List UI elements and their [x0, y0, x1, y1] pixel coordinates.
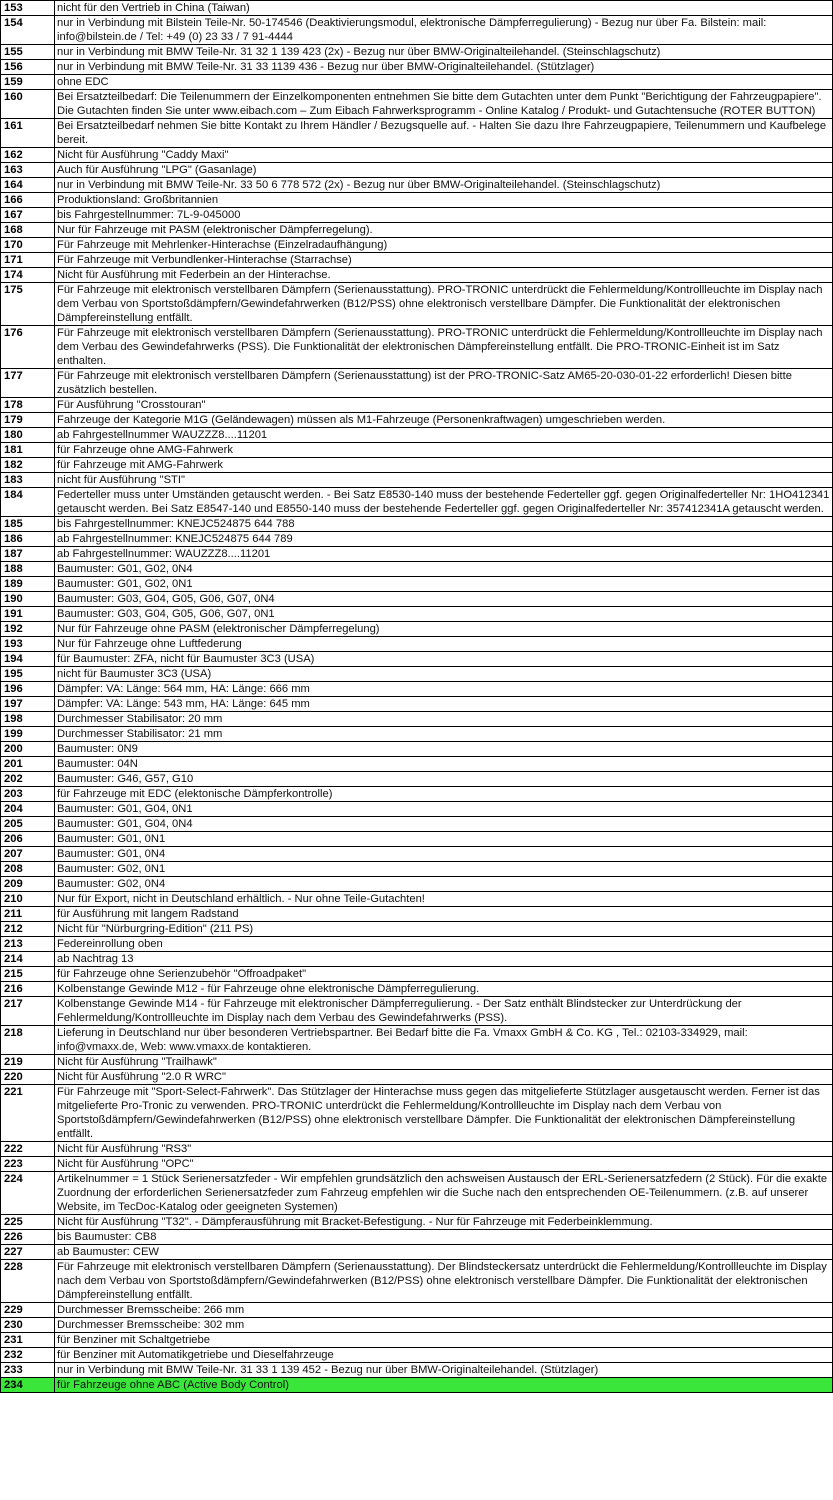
- row-text-cell[interactable]: für Ausführung mit langem Radstand: [55, 907, 833, 922]
- table-row[interactable]: [1, 877, 833, 892]
- row-number-cell[interactable]: 160: [1, 90, 55, 119]
- row-number-cell[interactable]: 226: [1, 1230, 55, 1245]
- table-row[interactable]: [1, 562, 833, 577]
- row-text-cell[interactable]: Nicht für Ausführung "OPC": [55, 1157, 833, 1172]
- row-number-cell[interactable]: 159: [1, 75, 55, 90]
- table-row[interactable]: [1, 119, 833, 148]
- row-number-cell[interactable]: 206: [1, 832, 55, 847]
- table-row[interactable]: [1, 148, 833, 163]
- row-text-cell[interactable]: bis Fahrgestellnummer: KNEJC524875 644 788: [55, 517, 833, 532]
- row-number-cell[interactable]: 234: [1, 1378, 55, 1393]
- row-number-cell[interactable]: 188: [1, 562, 55, 577]
- row-number-cell[interactable]: 187: [1, 547, 55, 562]
- row-number-cell[interactable]: 223: [1, 1157, 55, 1172]
- row-number-cell[interactable]: 219: [1, 1055, 55, 1070]
- row-number-cell[interactable]: 174: [1, 268, 55, 283]
- table-row[interactable]: [1, 458, 833, 473]
- row-number-cell[interactable]: 199: [1, 727, 55, 742]
- row-number-cell[interactable]: 230: [1, 1318, 55, 1333]
- table-row[interactable]: [1, 1333, 833, 1348]
- table-row[interactable]: [1, 223, 833, 238]
- row-number-cell[interactable]: 201: [1, 757, 55, 772]
- table-row[interactable]: [1, 937, 833, 952]
- table-row[interactable]: [1, 1026, 833, 1055]
- table-row[interactable]: [1, 832, 833, 847]
- row-number-cell[interactable]: 162: [1, 148, 55, 163]
- row-number-cell[interactable]: 198: [1, 712, 55, 727]
- row-text-cell[interactable]: für Baumuster: ZFA, nicht für Baumuster 3C3 (USA): [55, 652, 833, 667]
- row-text-cell[interactable]: nicht für Ausführung "STI": [55, 473, 833, 488]
- row-text-cell[interactable]: Fahrzeuge der Kategorie M1G (Geländewagen) müssen als M1-Fahrzeuge (Personenkraftwagen) umgeschrieben werden.: [55, 413, 833, 428]
- table-row[interactable]: [1, 772, 833, 787]
- row-text-cell[interactable]: Federteller muss unter Umständen getauscht werden. - Bei Satz E8530-140 muss der bestehende Federteller ggf. gegen Originalfederteller Nr: 1HO412341 getauscht werden. Bei Satz E8547-140 und E8550-140 muss der bestehende Federteller ggf. gegen Originalfederteller Nr: 357412341A getauscht werden.: [55, 488, 833, 517]
- row-text-cell[interactable]: Baumuster: G03, G04, G05, G06, G07, 0N1: [55, 607, 833, 622]
- table-row[interactable]: [1, 326, 833, 369]
- table-row[interactable]: [1, 1318, 833, 1333]
- row-text-cell[interactable]: für Benziner mit Automatikgetriebe und Dieselfahrzeuge: [55, 1348, 833, 1363]
- table-row[interactable]: [1, 577, 833, 592]
- table-row[interactable]: [1, 413, 833, 428]
- row-text-cell[interactable]: Federeinrollung oben: [55, 937, 833, 952]
- table-row[interactable]: [1, 727, 833, 742]
- row-text-cell[interactable]: Durchmesser Stabilisator: 20 mm: [55, 712, 833, 727]
- row-number-cell[interactable]: 228: [1, 1260, 55, 1303]
- table-row[interactable]: [1, 667, 833, 682]
- table-row[interactable]: [1, 607, 833, 622]
- row-text-cell[interactable]: für Fahrzeuge ohne Serienzubehör "Offroadpaket": [55, 967, 833, 982]
- row-text-cell[interactable]: Nicht für Ausführung "T32". - Dämpferausführung mit Bracket-Befestigung. - Nur für Fahrzeuge mit Federbeinklemmung.: [55, 1215, 833, 1230]
- row-text-cell[interactable]: bis Baumuster: CB8: [55, 1230, 833, 1245]
- table-row[interactable]: [1, 847, 833, 862]
- row-text-cell[interactable]: ab Nachtrag 13: [55, 952, 833, 967]
- table-row[interactable]: [1, 742, 833, 757]
- row-number-cell[interactable]: 232: [1, 1348, 55, 1363]
- table-row[interactable]: [1, 1230, 833, 1245]
- row-text-cell[interactable]: Baumuster: G01, 0N4: [55, 847, 833, 862]
- table-row[interactable]: [1, 283, 833, 326]
- table-row[interactable]: [1, 1215, 833, 1230]
- table-row[interactable]: [1, 637, 833, 652]
- row-number-cell[interactable]: 204: [1, 802, 55, 817]
- table-row[interactable]: [1, 208, 833, 223]
- row-text-cell[interactable]: Nur für Export, nicht in Deutschland erhältlich. - Nur ohne Teile-Gutachten!: [55, 892, 833, 907]
- row-number-cell[interactable]: 211: [1, 907, 55, 922]
- row-text-cell[interactable]: Nicht für Ausführung "Trailhawk": [55, 1055, 833, 1070]
- row-number-cell[interactable]: 209: [1, 877, 55, 892]
- row-number-cell[interactable]: 179: [1, 413, 55, 428]
- row-text-cell[interactable]: Baumuster: G01, G02, 0N1: [55, 577, 833, 592]
- table-row[interactable]: [1, 178, 833, 193]
- row-text-cell[interactable]: Nur für Fahrzeuge ohne Luftfederung: [55, 637, 833, 652]
- row-number-cell[interactable]: 154: [1, 16, 55, 45]
- row-number-cell[interactable]: 183: [1, 473, 55, 488]
- table-row[interactable]: [1, 1363, 833, 1378]
- row-text-cell[interactable]: ab Fahrgestellnummer WAUZZZ8....11201: [55, 428, 833, 443]
- row-number-cell[interactable]: 192: [1, 622, 55, 637]
- row-text-cell[interactable]: Baumuster: G01, G04, 0N4: [55, 817, 833, 832]
- row-text-cell[interactable]: Nicht für Ausführung "RS3": [55, 1142, 833, 1157]
- table-row[interactable]: [1, 967, 833, 982]
- row-number-cell[interactable]: 222: [1, 1142, 55, 1157]
- row-number-cell[interactable]: 217: [1, 997, 55, 1026]
- row-number-cell[interactable]: 221: [1, 1085, 55, 1142]
- row-number-cell[interactable]: 231: [1, 1333, 55, 1348]
- row-text-cell[interactable]: Auch für Ausführung "LPG" (Gasanlage): [55, 163, 833, 178]
- row-number-cell[interactable]: 227: [1, 1245, 55, 1260]
- row-text-cell[interactable]: nur in Verbindung mit BMW Teile-Nr. 33 50 6 778 572 (2x) - Bezug nur über BMW-Originalteilehandel. (Steinschlagschutz): [55, 178, 833, 193]
- row-number-cell[interactable]: 190: [1, 592, 55, 607]
- row-text-cell[interactable]: Nur für Fahrzeuge mit PASM (elektronischer Dämpferregelung).: [55, 223, 833, 238]
- row-text-cell[interactable]: Nicht für Ausführung mit Federbein an der Hinterachse.: [55, 268, 833, 283]
- row-number-cell[interactable]: 167: [1, 208, 55, 223]
- table-row[interactable]: [1, 997, 833, 1026]
- notes-table-body: [1, 1, 833, 1393]
- row-text-cell[interactable]: Für Fahrzeuge mit elektronisch verstellbaren Dämpfern (Serienausstattung) ist der PRO-TRONIC-Satz AM65-20-030-01-22 erforderlich! Diesen bitte zusätzlich bestellen.: [55, 369, 833, 398]
- row-number-cell[interactable]: 218: [1, 1026, 55, 1055]
- table-row[interactable]: [1, 922, 833, 937]
- row-number-cell[interactable]: 196: [1, 682, 55, 697]
- row-text-cell[interactable]: Baumuster: G02, 0N4: [55, 877, 833, 892]
- table-row[interactable]: [1, 75, 833, 90]
- table-row[interactable]: [1, 1260, 833, 1303]
- table-row[interactable]: [1, 238, 833, 253]
- table-row[interactable]: [1, 443, 833, 458]
- row-text-cell[interactable]: für Benziner mit Schaltgetriebe: [55, 1333, 833, 1348]
- row-text-cell[interactable]: für Fahrzeuge mit EDC (elektonische Dämpferkontrolle): [55, 787, 833, 802]
- row-number-cell[interactable]: 208: [1, 862, 55, 877]
- row-text-cell[interactable]: Nicht für "Nürburgring-Edition" (211 PS): [55, 922, 833, 937]
- table-row[interactable]: [1, 1348, 833, 1363]
- row-text-cell[interactable]: nur in Verbindung mit BMW Teile-Nr. 31 32 1 139 423 (2x) - Bezug nur über BMW-Originalteilehandel. (Steinschlagschutz): [55, 45, 833, 60]
- row-number-cell[interactable]: 205: [1, 817, 55, 832]
- table-row[interactable]: [1, 697, 833, 712]
- row-text-cell[interactable]: Baumuster: G01, G02, 0N4: [55, 562, 833, 577]
- row-text-cell[interactable]: Dämpfer: VA: Länge: 543 mm, HA: Länge: 645 mm: [55, 697, 833, 712]
- row-text-cell[interactable]: Für Fahrzeuge mit Verbundlenker-Hinterachse (Starrachse): [55, 253, 833, 268]
- row-text-cell[interactable]: Baumuster: 0N9: [55, 742, 833, 757]
- row-text-cell[interactable]: Baumuster: 04N: [55, 757, 833, 772]
- table-row[interactable]: [1, 60, 833, 75]
- row-text-cell[interactable]: Für Fahrzeuge mit "Sport-Select-Fahrwerk". Das Stützlager der Hinterachse muss gegen das mitgelieferte Stützlager ausgetauscht werden. Ferner ist das mitgelieferte Pro-Tronic zu verwenden. PRO-TRONIC unterdrückt die Fehlermeldung/Kontrollleuchte im Display nach dem Verbau von Sportstoßdämpfern/Gewindefahrwerken (B12/PSS) ohne elektronisch verstellbare Dämpfer. Die Funktionalität der elektronischen Dämpfereinstellung entfällt.: [55, 1085, 833, 1142]
- row-number-cell[interactable]: 171: [1, 253, 55, 268]
- row-number-cell[interactable]: 212: [1, 922, 55, 937]
- row-text-cell[interactable]: Baumuster: G46, G57, G10: [55, 772, 833, 787]
- row-number-cell[interactable]: 184: [1, 488, 55, 517]
- row-text-cell[interactable]: für Fahrzeuge ohne AMG-Fahrwerk: [55, 443, 833, 458]
- row-text-cell[interactable]: Für Fahrzeuge mit elektronisch verstellbaren Dämpfern (Serienausstattung). PRO-TRONIC unterdrückt die Fehlermeldung/Kontrollleuchte im Display nach dem Verbau des Gewindefahrwerks (PSS). Die Funktionalität der elektronischen Dämpfereinstellung entfällt. Die PRO-TRONIC-Einheit ist im Satz enthalten.: [55, 326, 833, 369]
- row-number-cell[interactable]: 164: [1, 178, 55, 193]
- table-row[interactable]: [1, 757, 833, 772]
- table-row[interactable]: [1, 592, 833, 607]
- table-row[interactable]: [1, 253, 833, 268]
- row-text-cell[interactable]: ab Fahrgestellnummer: WAUZZZ8....11201: [55, 547, 833, 562]
- row-number-cell[interactable]: 186: [1, 532, 55, 547]
- row-number-cell[interactable]: 225: [1, 1215, 55, 1230]
- row-text-cell[interactable]: Produktionsland: Großbritannien: [55, 193, 833, 208]
- row-number-cell[interactable]: 215: [1, 967, 55, 982]
- table-row[interactable]: [1, 547, 833, 562]
- row-number-cell[interactable]: 161: [1, 119, 55, 148]
- table-row[interactable]: [1, 163, 833, 178]
- row-text-cell[interactable]: Für Fahrzeuge mit Mehrlenker-Hinterachse (Einzelradaufhängung): [55, 238, 833, 253]
- row-number-cell[interactable]: 166: [1, 193, 55, 208]
- table-row[interactable]: [1, 1157, 833, 1172]
- row-number-cell[interactable]: 163: [1, 163, 55, 178]
- row-text-cell[interactable]: Bei Ersatzteilbedarf: Die Teilenummern der Einzelkomponenten entnehmen Sie bitte dem Gutachten unter dem Punkt "Berichtigung der Fahrzeugpapiere". Die Gutachten finden Sie unter www.eibach.com – Zum Eibach Fahrwerksprogramm - Online Katalog / Produkt- und Gutachtensuche (ROTER BUTTON): [55, 90, 833, 119]
- row-number-cell[interactable]: 193: [1, 637, 55, 652]
- table-row[interactable]: [1, 1142, 833, 1157]
- row-text-cell[interactable]: Baumuster: G03, G04, G05, G06, G07, 0N4: [55, 592, 833, 607]
- row-number-cell[interactable]: 229: [1, 1303, 55, 1318]
- row-text-cell[interactable]: Durchmesser Bremsscheibe: 302 mm: [55, 1318, 833, 1333]
- table-row[interactable]: [1, 907, 833, 922]
- row-number-cell[interactable]: 176: [1, 326, 55, 369]
- row-number-cell[interactable]: 203: [1, 787, 55, 802]
- row-number-cell[interactable]: 191: [1, 607, 55, 622]
- table-row[interactable]: [1, 1055, 833, 1070]
- table-row[interactable]: [1, 398, 833, 413]
- row-text-cell[interactable]: nicht für den Vertrieb in China (Taiwan): [55, 1, 833, 16]
- table-row[interactable]: [1, 193, 833, 208]
- row-number-cell[interactable]: 182: [1, 458, 55, 473]
- row-text-cell[interactable]: ab Fahrgestellnummer: KNEJC524875 644 789: [55, 532, 833, 547]
- row-number-cell[interactable]: 233: [1, 1363, 55, 1378]
- row-text-cell[interactable]: nicht für Baumuster 3C3 (USA): [55, 667, 833, 682]
- table-row[interactable]: [1, 488, 833, 517]
- row-number-cell[interactable]: 177: [1, 369, 55, 398]
- table-row[interactable]: [1, 787, 833, 802]
- table-row[interactable]: [1, 712, 833, 727]
- row-number-cell[interactable]: 175: [1, 283, 55, 326]
- table-row[interactable]: [1, 1172, 833, 1215]
- row-text-cell[interactable]: nur in Verbindung mit Bilstein Teile-Nr. 50-174546 (Deaktivierungsmodul, elektronische Dämpferregulierung) - Bezug nur über Fa. Bilstein: mail: info@bilstein.de / Tel: +49 (0) 23 33 / 7 91-4444: [55, 16, 833, 45]
- row-number-cell[interactable]: 178: [1, 398, 55, 413]
- row-number-cell[interactable]: 220: [1, 1070, 55, 1085]
- row-text-cell[interactable]: ohne EDC: [55, 75, 833, 90]
- row-number-cell[interactable]: 214: [1, 952, 55, 967]
- table-row[interactable]: [1, 45, 833, 60]
- table-row[interactable]: [1, 532, 833, 547]
- table-row[interactable]: [1, 817, 833, 832]
- row-number-cell[interactable]: 181: [1, 443, 55, 458]
- row-text-cell[interactable]: nur in Verbindung mit BMW Teile-Nr. 31 33 1 139 452 - Bezug nur über BMW-Originalteilehandel. (Stützlager): [55, 1363, 833, 1378]
- row-text-cell[interactable]: Durchmesser Bremsscheibe: 266 mm: [55, 1303, 833, 1318]
- table-row[interactable]: [1, 90, 833, 119]
- table-row[interactable]: [1, 1378, 833, 1393]
- table-row[interactable]: [1, 682, 833, 697]
- table-row[interactable]: [1, 16, 833, 45]
- table-row[interactable]: [1, 1303, 833, 1318]
- table-row[interactable]: [1, 802, 833, 817]
- table-row[interactable]: [1, 268, 833, 283]
- table-row[interactable]: [1, 1085, 833, 1142]
- row-number-cell[interactable]: 213: [1, 937, 55, 952]
- row-number-cell[interactable]: 210: [1, 892, 55, 907]
- row-number-cell[interactable]: 185: [1, 517, 55, 532]
- row-text-cell[interactable]: Kolbenstange Gewinde M12 - für Fahrzeuge ohne elektronische Dämpferregulierung.: [55, 982, 833, 997]
- row-text-cell[interactable]: Nicht für Ausführung "Caddy Maxi": [55, 148, 833, 163]
- row-number-cell[interactable]: 200: [1, 742, 55, 757]
- row-number-cell[interactable]: 224: [1, 1172, 55, 1215]
- row-text-cell[interactable]: Bei Ersatzteilbedarf nehmen Sie bitte Kontakt zu Ihrem Händler / Bezugsquelle auf. - Halten Sie dazu Ihre Fahrzeugpapiere, Teilenummern und Kaufbelege bereit.: [55, 119, 833, 148]
- table-row[interactable]: [1, 1245, 833, 1260]
- table-row[interactable]: [1, 652, 833, 667]
- row-number-cell[interactable]: 156: [1, 60, 55, 75]
- table-row[interactable]: [1, 862, 833, 877]
- table-row[interactable]: [1, 952, 833, 967]
- table-row[interactable]: [1, 517, 833, 532]
- row-number-cell[interactable]: 197: [1, 697, 55, 712]
- row-number-cell[interactable]: 180: [1, 428, 55, 443]
- row-text-cell[interactable]: Durchmesser Stabilisator: 21 mm: [55, 727, 833, 742]
- table-row[interactable]: [1, 1070, 833, 1085]
- row-text-cell[interactable]: für Fahrzeuge mit AMG-Fahrwerk: [55, 458, 833, 473]
- row-text-cell[interactable]: Kolbenstange Gewinde M14 - für Fahrzeuge mit elektronischer Dämpferregulierung. - Der Satz enthält Blindstecker zur Unterdrückung der Fehlermeldung/Kontrollleuchte im Display nach dem Verbau des Gewindefahrwerks (PSS).: [55, 997, 833, 1026]
- table-row[interactable]: [1, 369, 833, 398]
- row-number-cell[interactable]: 194: [1, 652, 55, 667]
- row-text-cell[interactable]: Nicht für Ausführung "2.0 R WRC": [55, 1070, 833, 1085]
- row-text-cell[interactable]: ab Baumuster: CEW: [55, 1245, 833, 1260]
- row-text-cell[interactable]: Baumuster: G02, 0N1: [55, 862, 833, 877]
- row-text-cell[interactable]: nur in Verbindung mit BMW Teile-Nr. 31 33 1139 436 - Bezug nur über BMW-Originalteilehandel. (Stützlager): [55, 60, 833, 75]
- row-number-cell[interactable]: 168: [1, 223, 55, 238]
- row-text-cell[interactable]: Lieferung in Deutschland nur über besonderen Vertriebspartner. Bei Bedarf bitte die Fa. Vmaxx GmbH & Co. KG , Tel.: 02103-334929, mail: info@vmaxx.de, Web: www.vmaxx.de kontaktieren.: [55, 1026, 833, 1055]
- row-text-cell[interactable]: Für Fahrzeuge mit elektronisch verstellbaren Dämpfern (Serienausstattung). Der Blindsteckersatz unterdrückt die Fehlermeldung/Kontrollleuchte im Display nach dem Verbau von Sportstoßdämpfern/Gewindefahrwerken (B12/PSS) ohne elektronisch verstellbare Dämpfer. Die Funktionalität der elektronischen Dämpfereinstellung entfällt.: [55, 1260, 833, 1303]
- row-text-cell[interactable]: Artikelnummer = 1 Stück Serienersatzfeder - Wir empfehlen grundsätzlich den achsweisen Austausch der ERL-Serienersatzfedern (2 Stück). Für die exakte Zuordnung der erforderlichen Serienersatzfeder zum Fahrzeug empfehlen wir die Suche nach den entsprechenden OE-Teilenummern. (z.B. auf unserer Website, im TecDoc-Katalog oder geeigneten Systemen): [55, 1172, 833, 1215]
- row-text-cell[interactable]: Für Fahrzeuge mit elektronisch verstellbaren Dämpfern (Serienausstattung). PRO-TRONIC unterdrückt die Fehlermeldung/Kontrollleuchte im Display nach dem Verbau von Sportstoßdämpfern/Gewindefahrwerken (B12/PSS) ohne elektronisch verstellbare Dämpfer. Die Funktionalität der elektronischen Dämpfereinstellung entfällt.: [55, 283, 833, 326]
- row-text-cell[interactable]: Baumuster: G01, G04, 0N1: [55, 802, 833, 817]
- table-row[interactable]: [1, 892, 833, 907]
- row-number-cell[interactable]: 170: [1, 238, 55, 253]
- row-number-cell[interactable]: 207: [1, 847, 55, 862]
- row-number-cell[interactable]: 195: [1, 667, 55, 682]
- row-text-cell[interactable]: Für Ausführung "Crosstouran": [55, 398, 833, 413]
- table-row[interactable]: [1, 622, 833, 637]
- row-number-cell[interactable]: 216: [1, 982, 55, 997]
- table-row[interactable]: [1, 982, 833, 997]
- table-row[interactable]: [1, 1, 833, 16]
- row-text-cell[interactable]: für Fahrzeuge ohne ABC (Active Body Control): [55, 1378, 833, 1393]
- row-number-cell[interactable]: 189: [1, 577, 55, 592]
- row-text-cell[interactable]: Baumuster: G01, 0N1: [55, 832, 833, 847]
- table-row[interactable]: [1, 473, 833, 488]
- row-text-cell[interactable]: Dämpfer: VA: Länge: 564 mm, HA: Länge: 666 mm: [55, 682, 833, 697]
- table-row[interactable]: [1, 428, 833, 443]
- row-text-cell[interactable]: bis Fahrgestellnummer: 7L-9-045000: [55, 208, 833, 223]
- row-number-cell[interactable]: 153: [1, 1, 55, 16]
- row-number-cell[interactable]: 202: [1, 772, 55, 787]
- row-text-cell[interactable]: Nur für Fahrzeuge ohne PASM (elektronischer Dämpferregelung): [55, 622, 833, 637]
- row-number-cell[interactable]: 155: [1, 45, 55, 60]
